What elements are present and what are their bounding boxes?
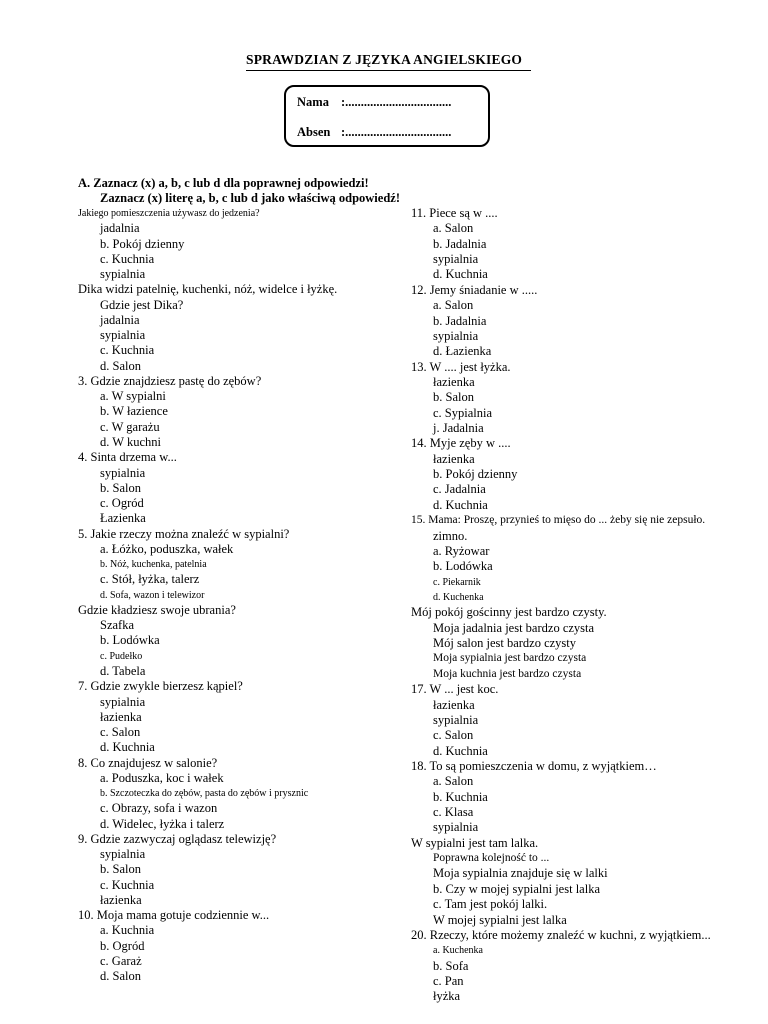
question-text: 11. Piece są w ....: [411, 206, 498, 220]
answer-option[interactable]: d. Widelec, łyżka i talerz: [100, 816, 225, 831]
question-text: W sypialni jest tam lalka.: [411, 835, 539, 850]
answer-option[interactable]: sypialnia: [100, 267, 146, 282]
question-text: Gdzie kładziesz swoje ubrania?: [78, 602, 236, 617]
answer-option[interactable]: łazienka: [433, 374, 475, 389]
answer-option[interactable]: jadalnia: [100, 312, 140, 327]
answer-option[interactable]: Poprawna kolejność to ...: [433, 852, 550, 865]
answer-option[interactable]: c. Garaż: [100, 954, 142, 969]
answer-option[interactable]: c. Ogród: [100, 496, 144, 511]
answer-option[interactable]: c. Pudełko: [100, 650, 143, 662]
answer-option[interactable]: c. Tam jest pokój lalki.: [433, 897, 548, 912]
answer-option[interactable]: d. Kuchnia: [433, 497, 488, 512]
answer-option[interactable]: W mojej sypialni jest lalka: [433, 912, 567, 927]
answer-option[interactable]: b. Nóż, kuchenka, patelnia: [100, 559, 207, 571]
answer-option[interactable]: łazienka: [100, 892, 142, 907]
answer-option[interactable]: d. Łazienka: [433, 344, 492, 359]
answer-option[interactable]: a. Salon: [433, 298, 474, 313]
answer-option[interactable]: sypialnia: [100, 847, 146, 862]
answer-option[interactable]: Moja jadalnia jest bardzo czysta: [433, 620, 595, 635]
answer-option[interactable]: a. Łóżko, poduszka, wałek: [100, 541, 234, 556]
answer-option[interactable]: b. W łazience: [100, 404, 168, 419]
left-question-column: [78, 206, 418, 985]
answer-option[interactable]: a. Kuchenka: [433, 945, 483, 957]
answer-option[interactable]: c. Stół, łyżka, talerz: [100, 572, 200, 587]
answer-option[interactable]: b. Salon: [100, 862, 141, 877]
question-text: 5. Jakie rzeczy można znaleźć w sypialni?: [78, 526, 290, 541]
answer-option[interactable]: b. Jadalnia: [433, 236, 487, 251]
answer-option[interactable]: łazienka: [433, 451, 475, 466]
answer-option[interactable]: a. Ryżowar: [433, 543, 490, 558]
answer-option[interactable]: b. Pokój dzienny: [433, 467, 518, 482]
answer-option[interactable]: b. Lodówka: [100, 633, 160, 648]
answer-option[interactable]: j. Jadalnia: [433, 421, 484, 436]
answer-option[interactable]: c. Obrazy, sofa i wazon: [100, 801, 218, 816]
page-title: SPRAWDZIAN Z JĘZYKA ANGIELSKIEGO: [246, 52, 531, 71]
answer-option[interactable]: Moja sypialnia znajduje się w lalki: [433, 866, 608, 881]
answer-option[interactable]: sypialnia: [100, 328, 146, 343]
question-text: 8. Co znajdujesz w salonie?: [78, 755, 218, 770]
answer-option[interactable]: sypialnia: [100, 694, 146, 709]
answer-option[interactable]: d. Kuchenka: [433, 591, 484, 603]
answer-option[interactable]: c. Kuchnia: [100, 877, 155, 892]
instruction-line-2: Zaznacz (x) literę a, b, c lub d jako właściwą odpowiedź!: [100, 191, 400, 205]
question-text: 15. Mama: Proszę, przynieś to mięso do ... żeby się nie zepsuło.: [411, 514, 706, 527]
question-text: 14. Myje zęby w ....: [411, 436, 511, 451]
question-text: 3. Gdzie znajdziesz pastę do zębów?: [78, 373, 262, 388]
answer-option[interactable]: b. Salon: [433, 390, 474, 405]
answer-option[interactable]: c. Pan: [433, 973, 464, 988]
answer-option[interactable]: a. Salon: [433, 221, 474, 236]
name-row: [297, 95, 451, 110]
answer-option[interactable]: d. Tabela: [100, 663, 146, 678]
answer-option[interactable]: zimno.: [433, 528, 468, 543]
answer-option[interactable]: łazienka: [100, 709, 142, 724]
question-text: 20. Rzeczy, które możemy znaleźć w kuchni, z wyjątkiem...: [411, 927, 711, 942]
right-question-column: [411, 206, 756, 1005]
answer-option[interactable]: sypialnia: [433, 820, 479, 835]
question-text: 18. To są pomieszczenia w domu, z wyjątkiem…: [411, 758, 657, 773]
student-info-box: [284, 85, 490, 147]
answer-option[interactable]: c. W garażu: [100, 419, 160, 434]
answer-option[interactable]: a. Salon: [433, 774, 474, 789]
answer-option[interactable]: b. Salon: [100, 480, 141, 495]
answer-option[interactable]: a. Kuchnia: [100, 923, 155, 938]
answer-option[interactable]: Moja sypialnia jest bardzo czysta: [433, 652, 587, 665]
name-label: Nama: [297, 95, 329, 109]
answer-option[interactable]: b. Ogród: [100, 938, 145, 953]
absen-label: Absen: [297, 125, 331, 139]
answer-option[interactable]: Moja kuchnia jest bardzo czysta: [433, 667, 582, 680]
answer-option[interactable]: d. Salon: [100, 358, 141, 373]
answer-option[interactable]: sypialnia: [433, 252, 479, 267]
answer-option[interactable]: b. Szczoteczka do zębów, pasta do zębów i prysznic: [100, 788, 309, 800]
question-text: 7. Gdzie zwykle bierzesz kąpiel?: [78, 679, 243, 694]
answer-option[interactable]: sypialnia: [100, 465, 146, 480]
question-text: 17. W ... jest koc.: [411, 682, 499, 697]
answer-option[interactable]: b. Jadalnia: [433, 313, 487, 328]
answer-option[interactable]: c. Salon: [100, 725, 141, 740]
answer-option[interactable]: łyżka: [433, 989, 461, 1004]
answer-option[interactable]: a. Poduszka, koc i wałek: [100, 770, 224, 785]
answer-option[interactable]: łazienka: [433, 697, 475, 712]
answer-option[interactable]: Mój salon jest bardzo czysty: [433, 636, 577, 651]
answer-option[interactable]: sypialnia: [433, 712, 479, 727]
answer-option[interactable]: c. Kuchnia: [100, 343, 155, 358]
question-text: 12. Jemy śniadanie w .....: [411, 282, 538, 297]
answer-option[interactable]: d. Salon: [100, 969, 141, 984]
question-text: Mój pokój gościnny jest bardzo czysty.: [411, 605, 607, 620]
answer-option[interactable]: d. Kuchnia: [100, 740, 155, 755]
answer-option[interactable]: Szafka: [100, 618, 135, 633]
question-text: 4. Sinta drzema w...: [78, 450, 177, 465]
answer-option[interactable]: d. Kuchnia: [433, 743, 488, 758]
answer-option[interactable]: c. Jadalnia: [433, 482, 486, 497]
answer-option[interactable]: b. Pokój dzienny: [100, 236, 185, 251]
answer-option[interactable]: b. Lodówka: [433, 559, 493, 574]
absen-field[interactable]: :..................................: [341, 125, 452, 139]
absen-row: [297, 125, 451, 140]
name-field[interactable]: :..................................: [341, 95, 452, 109]
answer-option[interactable]: Gdzie jest Dika?: [100, 297, 184, 312]
answer-option[interactable]: c. Kuchnia: [100, 251, 155, 266]
answer-option[interactable]: d. Kuchnia: [433, 267, 488, 282]
answer-option[interactable]: c. Klasa: [433, 805, 474, 820]
answer-option[interactable]: c. Piekarnik: [433, 576, 481, 588]
question-text: 9. Gdzie zazwyczaj oglądasz telewizję?: [78, 831, 277, 846]
answer-option[interactable]: b. Czy w mojej sypialni jest lalka: [433, 881, 600, 896]
answer-option[interactable]: sypialnia: [433, 328, 479, 343]
answer-option[interactable]: b. Kuchnia: [433, 789, 488, 804]
question-text: 13. W .... jest łyżka.: [411, 359, 511, 374]
instruction-line-1: A. Zaznacz (x) a, b, c lub d dla poprawnej odpowiedzi!: [78, 176, 369, 190]
question-text: Jakiego pomieszczenia używasz do jedzenia?: [78, 208, 260, 219]
answer-option[interactable]: jadalnia: [100, 221, 140, 236]
question-text: Dika widzi patelnię, kuchenki, nóż, widelce i łyżkę.: [78, 282, 338, 297]
answer-option[interactable]: d. Sofa, wazon i telewizor: [100, 589, 205, 601]
question-text: 10. Moja mama gotuje codziennie w...: [78, 908, 270, 923]
answer-option[interactable]: Łazienka: [100, 511, 146, 526]
answer-option[interactable]: d. W kuchni: [100, 434, 161, 449]
answer-option[interactable]: c. Sypialnia: [433, 405, 493, 420]
answer-option[interactable]: a. W sypialni: [100, 389, 166, 404]
answer-option[interactable]: c. Salon: [433, 728, 474, 743]
answer-option[interactable]: b. Sofa: [433, 958, 469, 973]
